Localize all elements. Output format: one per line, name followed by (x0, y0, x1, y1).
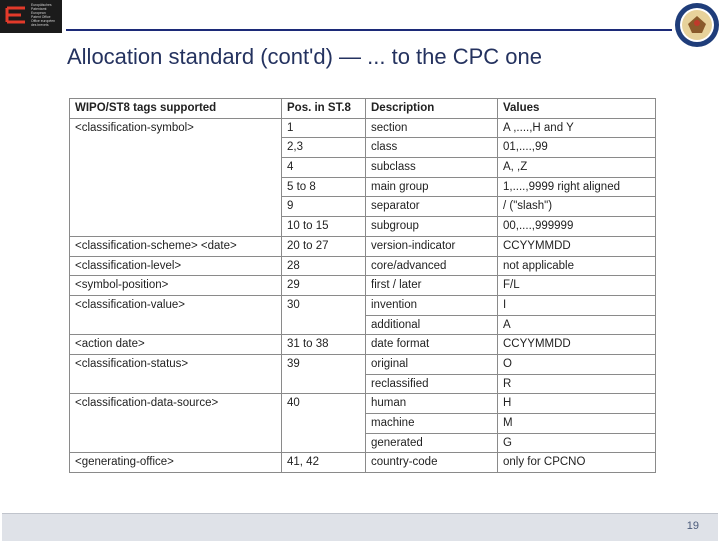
cell-position: 20 to 27 (282, 236, 366, 256)
cell-tag: <action date> (70, 335, 282, 355)
cell-position: 2,3 (282, 138, 366, 158)
cell-position: 9 (282, 197, 366, 217)
table-row (70, 354, 656, 374)
cell-value: CCYYMMDD (498, 236, 656, 256)
epo-logo (0, 0, 62, 33)
st8-tags-table (69, 98, 656, 473)
table-row (70, 453, 656, 473)
cell-tag: <classification-symbol> (70, 118, 282, 236)
header-description: Description (366, 99, 498, 119)
cell-description: date format (366, 335, 498, 355)
cell-tag: <classification-data-source> (70, 394, 282, 453)
cell-value: A ,....,H and Y (498, 118, 656, 138)
table-row (70, 295, 656, 315)
cell-value: / ("slash") (498, 197, 656, 217)
cell-tag: <generating-office> (70, 453, 282, 473)
cell-description: first / later (366, 276, 498, 296)
cell-value: M (498, 414, 656, 434)
cell-tag: <classification-status> (70, 354, 282, 393)
cell-position: 28 (282, 256, 366, 276)
cell-position: 5 to 8 (282, 177, 366, 197)
cell-description: section (366, 118, 498, 138)
table-row (70, 335, 656, 355)
cell-value: 01,....,99 (498, 138, 656, 158)
cell-tag: <symbol-position> (70, 276, 282, 296)
cell-description: separator (366, 197, 498, 217)
header-values: Values (498, 99, 656, 119)
cell-description: core/advanced (366, 256, 498, 276)
cell-position: 4 (282, 158, 366, 178)
header-position: Pos. in ST.8 (282, 99, 366, 119)
cell-description: reclassified (366, 374, 498, 394)
cell-tag: <classification-scheme> <date> (70, 236, 282, 256)
uspto-seal-icon (674, 2, 720, 48)
table-row (70, 256, 656, 276)
cell-value: G (498, 433, 656, 453)
footer-bar (2, 513, 718, 541)
header-tags: WIPO/ST8 tags supported (70, 99, 282, 119)
cell-description: main group (366, 177, 498, 197)
table-row (70, 276, 656, 296)
cell-value: 1,....,9999 right aligned (498, 177, 656, 197)
epo-logo-text: Europäisches Patentamt European Patent Office Office européen des brevets (31, 3, 56, 27)
header-rule (66, 29, 672, 31)
cell-tag: <classification-level> (70, 256, 282, 276)
cell-description: generated (366, 433, 498, 453)
cell-value: not applicable (498, 256, 656, 276)
cell-value: A (498, 315, 656, 335)
cell-description: class (366, 138, 498, 158)
table-header-row (70, 99, 656, 119)
cell-value: R (498, 374, 656, 394)
cell-value: A, ,Z (498, 158, 656, 178)
cell-description: subclass (366, 158, 498, 178)
cell-position: 39 (282, 354, 366, 393)
cell-value: only for CPCNO (498, 453, 656, 473)
cell-description: subgroup (366, 217, 498, 237)
cell-position: 31 to 38 (282, 335, 366, 355)
cell-position: 40 (282, 394, 366, 453)
cell-description: human (366, 394, 498, 414)
cell-value: F/L (498, 276, 656, 296)
cell-description: additional (366, 315, 498, 335)
cell-value: H (498, 394, 656, 414)
cell-description: country-code (366, 453, 498, 473)
epo-logo-mark-icon (4, 3, 30, 29)
slide-title: Allocation standard (cont'd) — ... to the CPC one (67, 44, 542, 69)
table-row (70, 236, 656, 256)
cell-description: machine (366, 414, 498, 434)
cell-value: 00,....,999999 (498, 217, 656, 237)
cell-description: invention (366, 295, 498, 315)
cell-position: 1 (282, 118, 366, 138)
table-row (70, 118, 656, 138)
cell-position: 29 (282, 276, 366, 296)
st8-tags-table-container (69, 98, 655, 473)
cell-description: original (366, 354, 498, 374)
page-number: 19 (686, 520, 699, 532)
cell-value: I (498, 295, 656, 315)
cell-tag: <classification-value> (70, 295, 282, 334)
cell-description: version-indicator (366, 236, 498, 256)
cell-position: 41, 42 (282, 453, 366, 473)
cell-value: CCYYMMDD (498, 335, 656, 355)
cell-position: 10 to 15 (282, 217, 366, 237)
table-row (70, 394, 656, 414)
cell-position: 30 (282, 295, 366, 334)
cell-value: O (498, 354, 656, 374)
